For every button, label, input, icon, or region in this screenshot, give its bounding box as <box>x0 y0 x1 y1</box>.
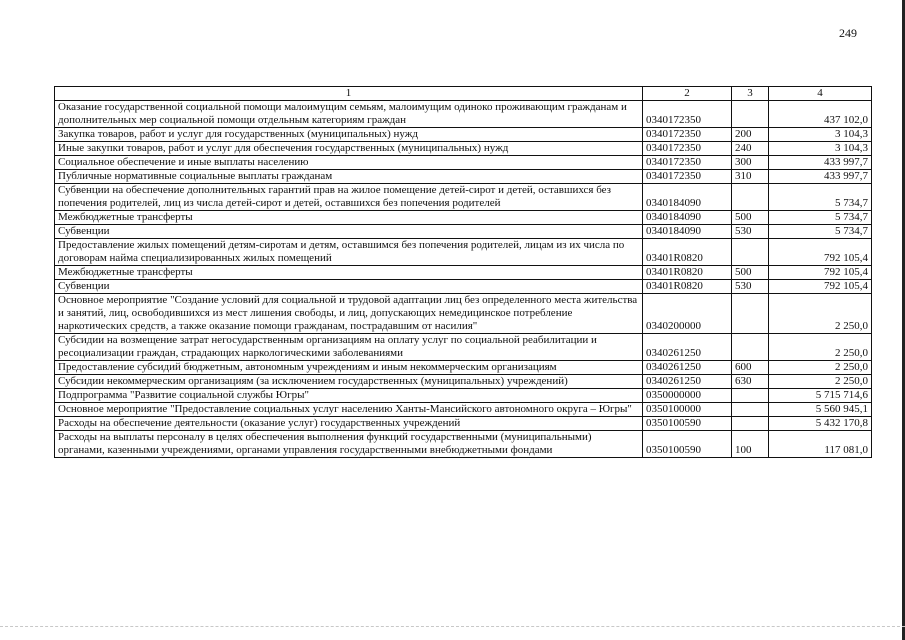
table-row <box>55 361 872 375</box>
table-row <box>55 294 872 334</box>
table-row <box>55 184 872 211</box>
row-amount-cell: 2 250,0 <box>769 294 872 334</box>
row-code-cell: 0340200000 <box>643 294 732 334</box>
table-row <box>55 280 872 294</box>
row-name-cell: Субвенции <box>55 280 643 294</box>
row-amount-cell: 2 250,0 <box>769 375 872 389</box>
row-name-cell: Социальное обеспечение и иные выплаты населению <box>55 156 643 170</box>
table-row <box>55 239 872 266</box>
row-amount-cell: 437 102,0 <box>769 101 872 128</box>
row-type-cell: 500 <box>732 211 769 225</box>
column-header-code: 2 <box>643 87 732 101</box>
row-code-cell: 0350100000 <box>643 403 732 417</box>
row-amount-cell: 792 105,4 <box>769 266 872 280</box>
row-amount-cell: 2 250,0 <box>769 361 872 375</box>
table-row <box>55 211 872 225</box>
row-code-cell: 0340172350 <box>643 170 732 184</box>
budget-table <box>54 86 872 458</box>
row-code-cell: 0340172350 <box>643 128 732 142</box>
table-row <box>55 334 872 361</box>
row-name-cell: Предоставление жилых помещений детям-сиротам и детям, оставшимся без попечения родителей, лицам из их числа по договорам найма специализированных жилых помещений <box>55 239 643 266</box>
table-row <box>55 403 872 417</box>
row-code-cell: 0340261250 <box>643 334 732 361</box>
row-amount-cell: 433 997,7 <box>769 170 872 184</box>
table-row <box>55 266 872 280</box>
row-type-cell: 530 <box>732 280 769 294</box>
row-type-cell <box>732 294 769 334</box>
row-amount-cell: 2 250,0 <box>769 334 872 361</box>
row-type-cell: 300 <box>732 156 769 170</box>
table-row <box>55 375 872 389</box>
table-row <box>55 431 872 458</box>
row-code-cell: 0340172350 <box>643 101 732 128</box>
row-type-cell <box>732 239 769 266</box>
header-row <box>55 87 872 101</box>
row-name-cell: Оказание государственной социальной помощи малоимущим семьям, малоимущим одиноко проживающим гражданам и дополнительных мер социальной помощи отдельным категориям граждан <box>55 101 643 128</box>
scan-artifact-line <box>0 626 905 627</box>
row-amount-cell: 792 105,4 <box>769 280 872 294</box>
row-type-cell <box>732 417 769 431</box>
column-header-type: 3 <box>732 87 769 101</box>
row-name-cell: Расходы на обеспечение деятельности (оказание услуг) государственных учреждений <box>55 417 643 431</box>
row-type-cell <box>732 403 769 417</box>
row-name-cell: Субвенции <box>55 225 643 239</box>
row-code-cell: 0340172350 <box>643 142 732 156</box>
table-row <box>55 156 872 170</box>
row-amount-cell: 5 432 170,8 <box>769 417 872 431</box>
row-amount-cell: 433 997,7 <box>769 156 872 170</box>
row-name-cell: Основное мероприятие "Создание условий для социальной и трудовой адаптации лиц без определенного места жительства и занятий, лиц, освободившихся из мест лишения свободы, и лиц, допускающих немедицинское потребление наркотических средств, а также оказание помощи гражданам, пострадавшим от насилия" <box>55 294 643 334</box>
row-name-cell: Иные закупки товаров, работ и услуг для обеспечения государственных (муниципальных) нужд <box>55 142 643 156</box>
row-type-cell: 240 <box>732 142 769 156</box>
column-header-amount: 4 <box>769 87 872 101</box>
row-amount-cell: 117 081,0 <box>769 431 872 458</box>
row-type-cell <box>732 334 769 361</box>
row-name-cell: Расходы на выплаты персоналу в целях обеспечения выполнения функций государственными (муниципальными) органами, казенными учреждениями, органами управления государственными внебюджетными фондами <box>55 431 643 458</box>
table-row <box>55 101 872 128</box>
row-name-cell: Публичные нормативные социальные выплаты гражданам <box>55 170 643 184</box>
row-name-cell: Закупка товаров, работ и услуг для государственных (муниципальных) нужд <box>55 128 643 142</box>
row-code-cell: 0340184090 <box>643 184 732 211</box>
row-amount-cell: 5 715 714,6 <box>769 389 872 403</box>
row-name-cell: Предоставление субсидий бюджетным, автономным учреждениям и иным некоммерческим организациям <box>55 361 643 375</box>
row-amount-cell: 5 734,7 <box>769 225 872 239</box>
row-name-cell: Подпрограмма "Развитие социальной службы Югры" <box>55 389 643 403</box>
row-name-cell: Межбюджетные трансферты <box>55 211 643 225</box>
row-type-cell: 200 <box>732 128 769 142</box>
table-row <box>55 225 872 239</box>
row-type-cell <box>732 101 769 128</box>
row-type-cell: 310 <box>732 170 769 184</box>
row-type-cell: 530 <box>732 225 769 239</box>
row-type-cell: 500 <box>732 266 769 280</box>
table-row <box>55 142 872 156</box>
row-type-cell <box>732 389 769 403</box>
row-name-cell: Межбюджетные трансферты <box>55 266 643 280</box>
row-amount-cell: 3 104,3 <box>769 142 872 156</box>
row-amount-cell: 3 104,3 <box>769 128 872 142</box>
row-name-cell: Субсидии на возмещение затрат негосударственным организациям на оплату услуг по социальной реабилитации и ресоциализации граждан, страдающих наркологическими заболеваниями <box>55 334 643 361</box>
row-amount-cell: 792 105,4 <box>769 239 872 266</box>
page-number: 249 <box>839 26 857 40</box>
row-code-cell: 0340184090 <box>643 211 732 225</box>
row-code-cell: 0340261250 <box>643 361 732 375</box>
row-amount-cell: 5 734,7 <box>769 211 872 225</box>
row-code-cell: 0350100590 <box>643 417 732 431</box>
row-amount-cell: 5 560 945,1 <box>769 403 872 417</box>
row-code-cell: 0340172350 <box>643 156 732 170</box>
row-code-cell: 03401R0820 <box>643 280 732 294</box>
table-body <box>55 101 872 458</box>
table-row <box>55 170 872 184</box>
row-amount-cell: 5 734,7 <box>769 184 872 211</box>
table-row <box>55 128 872 142</box>
table-row <box>55 389 872 403</box>
row-code-cell: 0340184090 <box>643 225 732 239</box>
row-type-cell <box>732 184 769 211</box>
row-code-cell: 03401R0820 <box>643 239 732 266</box>
row-name-cell: Основное мероприятие "Предоставление социальных услуг населению Ханты-Мансийского автономного округа – Югры" <box>55 403 643 417</box>
column-header-name: 1 <box>55 87 643 101</box>
row-type-cell: 630 <box>732 375 769 389</box>
row-code-cell: 0350000000 <box>643 389 732 403</box>
row-type-cell: 100 <box>732 431 769 458</box>
table-row <box>55 417 872 431</box>
row-name-cell: Субсидии некоммерческим организациям (за исключением государственных (муниципальных) учреждений) <box>55 375 643 389</box>
row-type-cell: 600 <box>732 361 769 375</box>
row-code-cell: 03401R0820 <box>643 266 732 280</box>
row-code-cell: 0340261250 <box>643 375 732 389</box>
row-name-cell: Субвенции на обеспечение дополнительных гарантий прав на жилое помещение детей-сирот и детей, оставшихся без попечения родителей, лиц из числа детей-сирот и детей, оставшихся без попечения родителей <box>55 184 643 211</box>
row-code-cell: 0350100590 <box>643 431 732 458</box>
